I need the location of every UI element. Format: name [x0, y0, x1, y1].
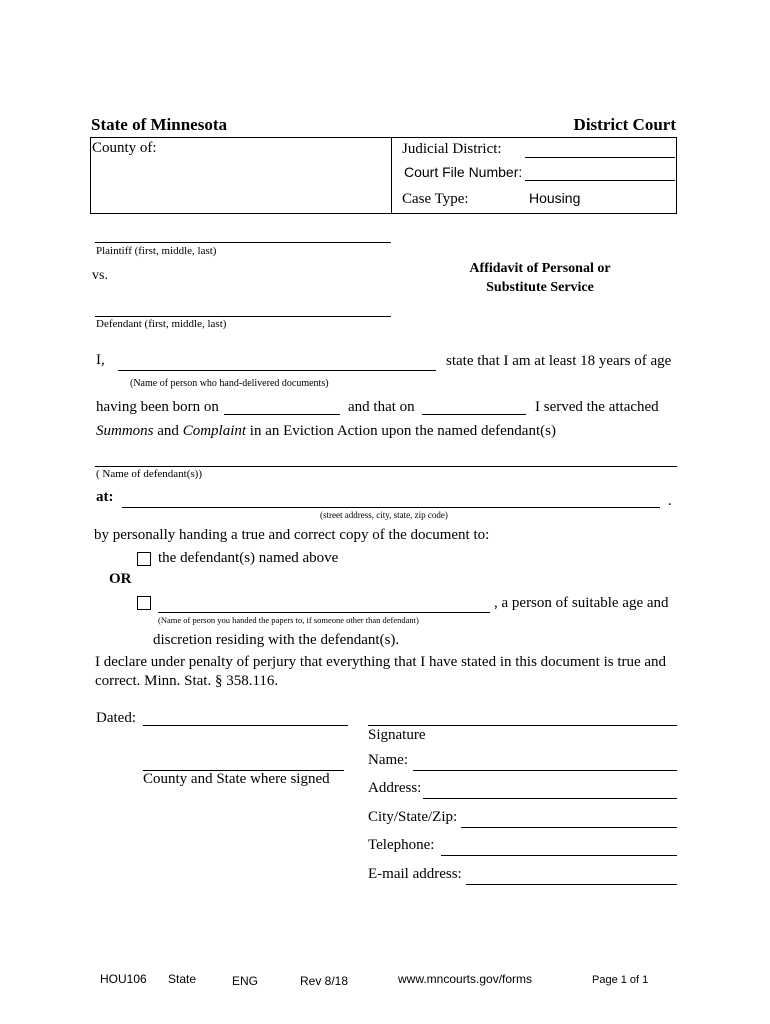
option-other-person-checkbox[interactable] [137, 596, 151, 610]
court-title: District Court [573, 115, 676, 134]
footer-language: ENG [232, 974, 259, 988]
other-person-field[interactable] [158, 612, 490, 613]
served-label: I served the attached [535, 399, 659, 415]
defendant-label: Defendant (first, middle, last) [96, 318, 227, 330]
caption-box [90, 137, 677, 214]
and-that-on-label: and that on [348, 399, 415, 415]
footer-revision: Rev 8/18 [300, 974, 349, 988]
vs-label: vs. [92, 268, 108, 283]
state-age-text: state that I am at least 18 years of age [446, 353, 672, 369]
county-state-label: County and State where signed [143, 771, 330, 787]
city-state-zip-field[interactable] [461, 827, 677, 828]
suitable-age-text: , a person of suitable age and [494, 595, 669, 611]
address-period: . [668, 493, 672, 509]
plaintiff-field[interactable] [95, 242, 391, 243]
form-title-line2: Substitute Service [486, 280, 594, 295]
dated-field[interactable] [143, 725, 348, 726]
option-defendant-checkbox[interactable] [137, 552, 151, 566]
case-type-label: Case Type: [402, 191, 469, 207]
born-on-label: having been born on [96, 399, 219, 415]
address-caption: (street address, city, state, zip code) [320, 510, 448, 520]
option-defendant-label: the defendant(s) named above [158, 550, 339, 566]
address-field[interactable] [122, 507, 660, 508]
email-label: E-mail address: [368, 866, 462, 882]
judicial-district-field[interactable] [525, 157, 675, 158]
server-name-field[interactable] [118, 370, 436, 371]
footer-url[interactable]: www.mncourts.gov/forms [398, 972, 533, 986]
plaintiff-label: Plaintiff (first, middle, last) [96, 245, 217, 257]
name-label: Name: [368, 752, 408, 768]
personally-text: by personally handing a true and correct copy of the document to: [94, 527, 490, 543]
caption-divider [391, 138, 392, 214]
address-label: Address: [368, 780, 422, 796]
discretion-text: discretion residing with the defendant(s). [153, 632, 400, 648]
complaint-text: Complaint [182, 423, 247, 439]
other-person-caption: (Name of person you handed the papers to, if someone other than defendant) [158, 615, 419, 625]
state-title: State of Minnesota [91, 115, 227, 134]
form-title-line1: Affidavit of Personal or [469, 261, 611, 276]
server-name-caption: (Name of person who hand-delivered documents) [130, 378, 329, 389]
signer-address-field[interactable] [423, 798, 677, 799]
and-text: and [153, 423, 183, 439]
or-label: OR [109, 571, 132, 587]
email-field[interactable] [466, 884, 677, 885]
footer-state: State [168, 972, 197, 986]
declaration-line1: I declare under penalty of perjury that everything that I have stated in this document is true and [95, 654, 667, 670]
service-date-field[interactable] [422, 414, 526, 415]
eviction-text: in an Eviction Action upon the named defendant(s) [246, 423, 556, 439]
dated-label: Dated: [96, 710, 136, 726]
footer-page-number: Page 1 of 1 [592, 974, 649, 986]
birth-date-field[interactable] [224, 414, 340, 415]
signature-field[interactable] [368, 725, 677, 726]
footer-form-number: HOU106 [100, 972, 147, 986]
judicial-district-label: Judicial District: [402, 141, 502, 157]
summons-text: Summons [96, 423, 154, 439]
name-field[interactable] [413, 770, 677, 771]
city-state-zip-label: City/State/Zip: [368, 809, 458, 825]
defendants-caption: ( Name of defendant(s)) [96, 468, 202, 480]
county-label: County of: [92, 140, 157, 156]
case-type-value: Housing [529, 190, 581, 206]
at-label: at: [96, 489, 114, 505]
i-label: I, [96, 352, 105, 368]
declaration-line2: correct. Minn. Stat. § 358.116. [95, 673, 279, 689]
signature-label: Signature [368, 727, 426, 743]
telephone-field[interactable] [441, 855, 677, 856]
eviction-sentence [96, 423, 556, 440]
defendant-field[interactable] [95, 316, 391, 317]
defendants-name-field[interactable] [95, 466, 677, 467]
court-file-field[interactable] [525, 180, 675, 181]
court-file-label: Court File Number: [404, 164, 523, 180]
telephone-label: Telephone: [368, 837, 435, 853]
